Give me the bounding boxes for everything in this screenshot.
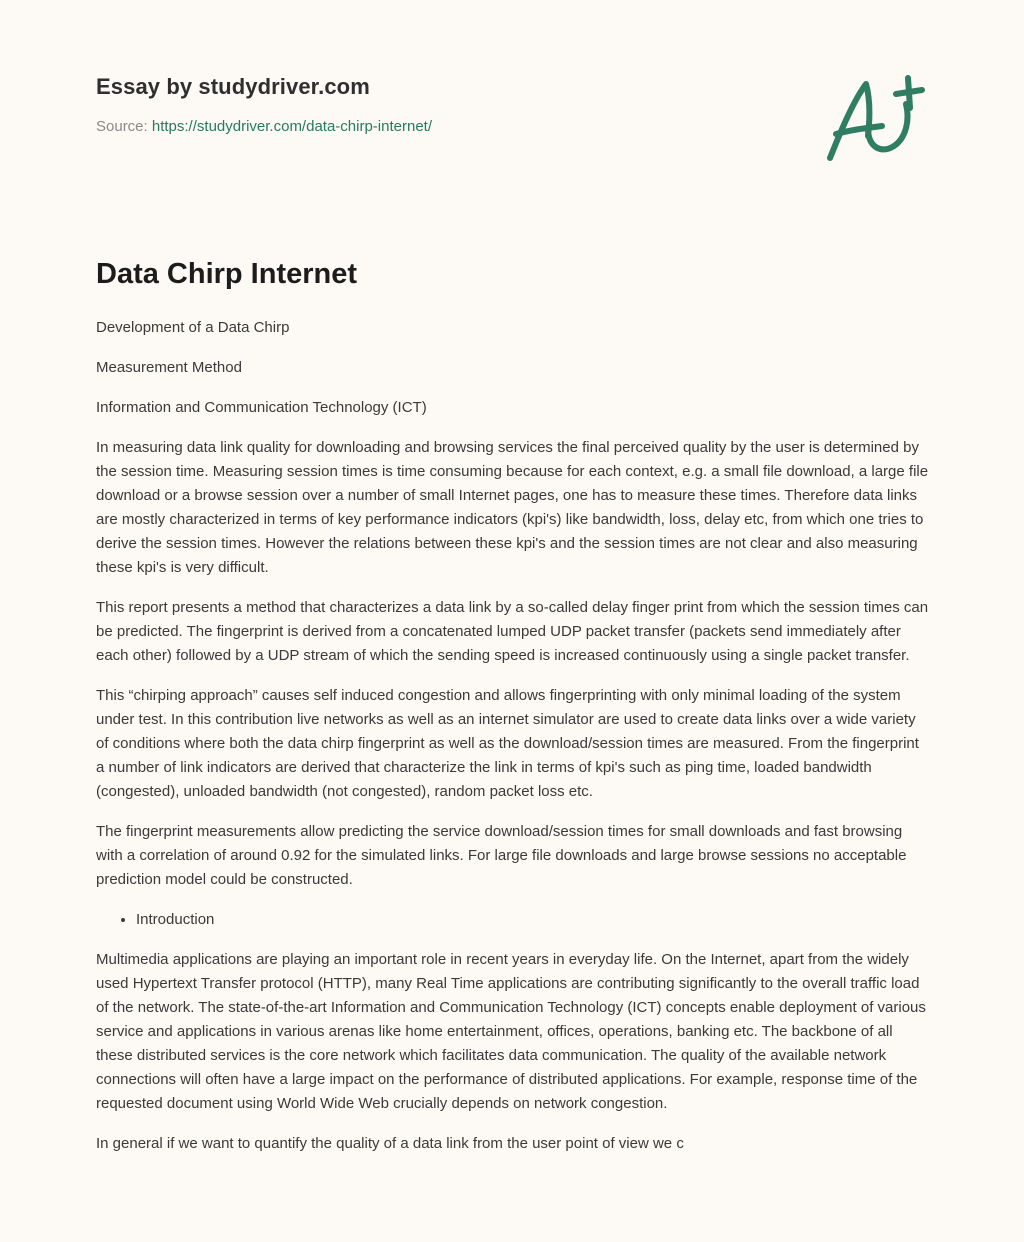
brand-title: Essay by studydriver.com: [96, 74, 370, 99]
paragraph-predictions: The fingerprint measurements allow predicting the service download/session times for small downloads and fast browsing with a correlation of around 0.92 for the simulated links. For large file downloads and large browse sessions no acceptable prediction model could be constructed.: [96, 823, 907, 888]
essay-content: [96, 254, 930, 1172]
page-header: [96, 74, 432, 135]
section-list: [96, 908, 930, 932]
paragraph-chirping-approach: This “chirping approach” causes self induced congestion and allows fingerprinting with only minimal loading of the system under test. In this contribution live networks as well as an internet simulator are used to create data links over a wide variety of conditions where both the data chirp fingerprint as well as the download/session times are measured. From the fingerprint a number of link indicators are derived that characterize the link in terms of kpi's such as ping time, loaded bandwidth (congested), unloaded bandwidth (not congested), random packet loss etc.: [96, 687, 919, 800]
paragraph-session-times: In measuring data link quality for downloading and browsing services the final perceived quality by the user is determined by the session time. Measuring session times is time consuming because for each context, e.g. a small file download, a large file download or a browse session over a number of small Internet pages, one has to measure these times. Therefore data links are mostly characterized in terms of key performance indicators (kpi's) like bandwidth, loss, delay etc, from which one tries to derive the session times. However the relations between these kpi's and the session times are not clear and also measuring these kpi's is very difficult.: [96, 439, 929, 576]
document-title: Data Chirp Internet: [96, 258, 358, 290]
list-item-introduction: • Introduction: [136, 908, 930, 932]
paragraph-method: This report presents a method that characterizes a data link by a so-called delay finger print from which the session times can be predicted. The fingerprint is derived from a concatenated lumped UDP packet transfer (packets send immediately after each other) followed by a UDP stream of which the sending speed is increased continuously using a single packet transfer.: [96, 599, 929, 664]
source-label: Source:: [96, 118, 152, 135]
source-line: [96, 118, 432, 135]
subheading-ict: Information and Communication Technology (ICT): [96, 399, 427, 416]
subheading-measurement-method: Measurement Method: [96, 359, 242, 376]
subheading-development: Development of a Data Chirp: [96, 319, 290, 336]
source-link[interactable]: https://studydriver.com/data-chirp-internet/: [151, 118, 432, 135]
paragraph-truncated: In general if we want to quantify the quality of a data link from the user point of view we c: [96, 1135, 684, 1152]
paragraph-multimedia: Multimedia applications are playing an important role in recent years in everyday life. On the Internet, apart from the widely used Hypertext Transfer protocol (HTTP), many Real Time applications are contributing significantly to the overall traffic load of the network. The state-of-the-art Information and Communication Technology (ICT) concepts enable deployment of various service and applications in various arenas like home entertainment, offices, operations, banking etc. The backbone of all these distributed services is the core network which facilitates data communication. The quality of the available network connections will often have a large impact on the performance of distributed applications. For example, response time of the requested document using World Wide Web crucially depends on network congestion.: [96, 951, 926, 1112]
a-plus-grade-icon: [820, 68, 930, 168]
